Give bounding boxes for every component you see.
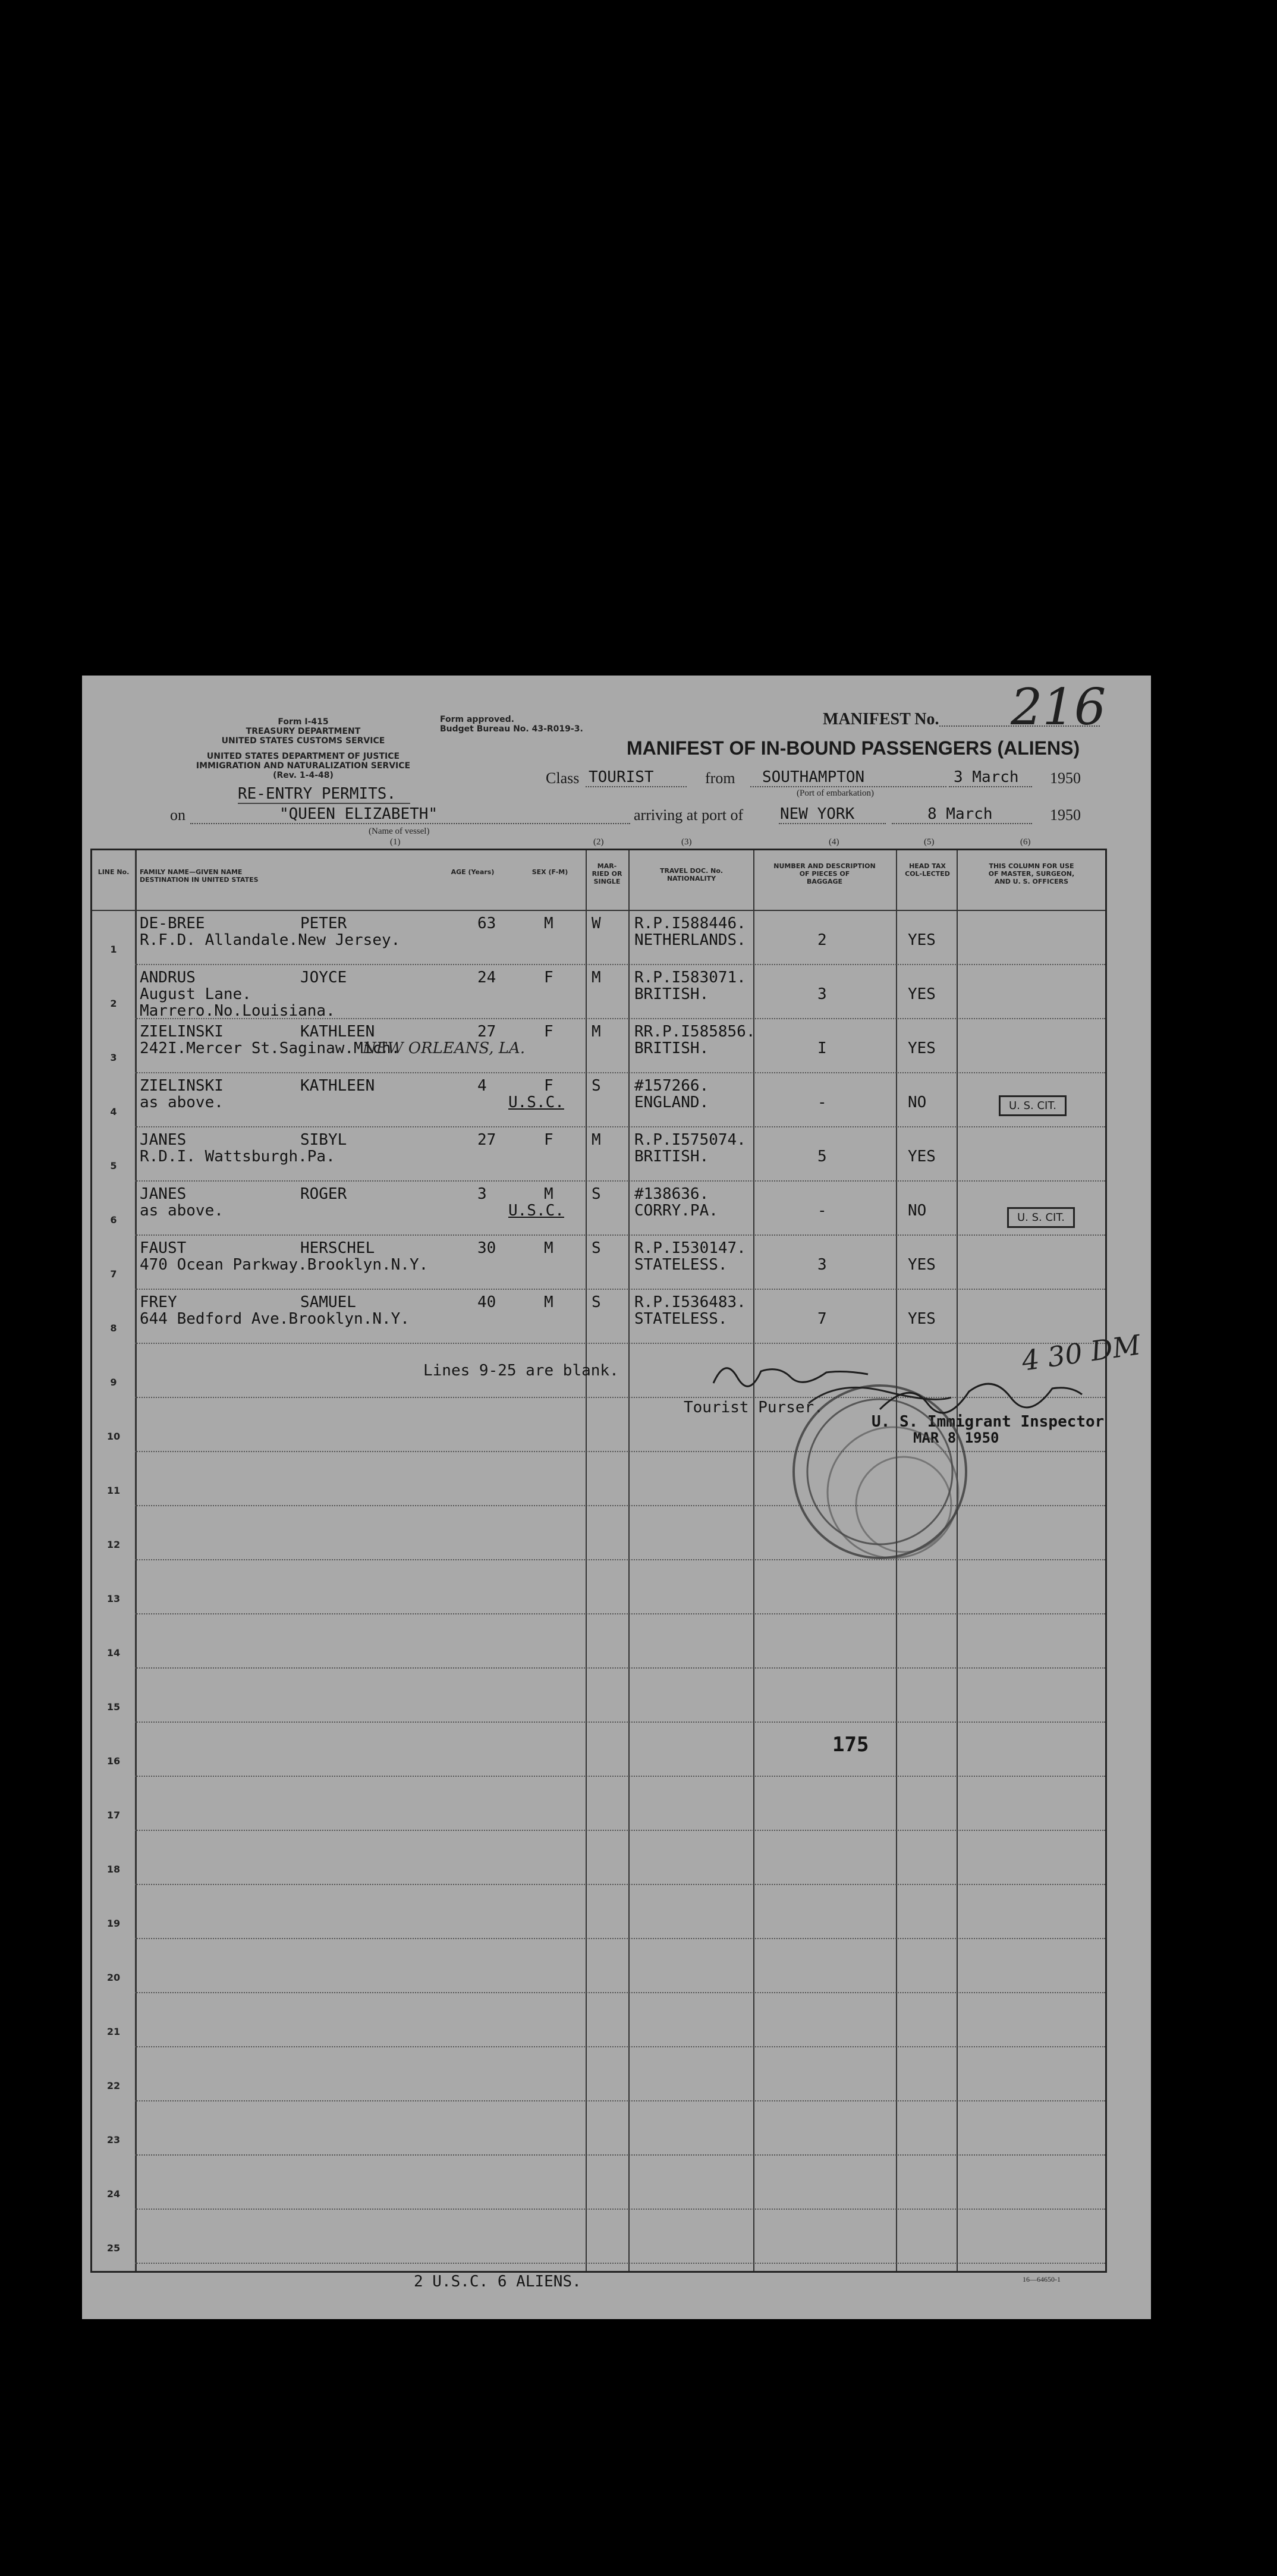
reentry-permits: RE-ENTRY PERMITS. — [238, 785, 397, 803]
arriving-label: arriving at port of — [634, 806, 744, 824]
passenger-usc: U.S.C. — [508, 1202, 564, 1220]
manifest-title: MANIFEST OF IN-BOUND PASSENGERS (ALIENS) — [627, 737, 1080, 759]
passenger-baggage: - — [817, 1202, 827, 1220]
margin-note: 4 30 DM — [1020, 1328, 1143, 1377]
col-header-travel: TRAVEL DOC. No. NATIONALITY — [659, 867, 724, 882]
passenger-given: JOYCE — [300, 969, 347, 987]
totals-line: 2 U.S.C. 6 ALIENS. — [414, 2273, 581, 2291]
passenger-baggage: 3 — [817, 1256, 827, 1274]
passenger-age: 4 — [477, 1077, 487, 1095]
row-number: 4 — [110, 1106, 117, 1117]
row-divider — [135, 2263, 1105, 2264]
passenger-doc: R.P.I588446. — [634, 915, 746, 932]
form-revision: (Rev. 1-4-48) — [273, 771, 334, 780]
manifest-number-label: MANIFEST No. — [823, 710, 939, 728]
row-divider — [135, 1234, 1105, 1236]
reentry-underline — [238, 803, 410, 804]
blank-lines-note: Lines 9-25 are blank. — [423, 1362, 619, 1380]
col-header-name: FAMILY NAME—GIVEN NAME DESTINATION IN UNITED STATES — [140, 868, 259, 884]
passenger-sex: M — [544, 915, 553, 932]
col-header-sex: SEX (F-M) — [531, 868, 568, 876]
passenger-given: SIBYL — [300, 1131, 347, 1149]
passenger-family: JANES — [140, 1131, 187, 1149]
passenger-doc: R.P.I575074. — [634, 1131, 746, 1149]
passenger-dest1: 470 Ocean Parkway.Brooklyn.N.Y. — [140, 1256, 429, 1274]
passenger-sex: F — [544, 1131, 553, 1149]
passenger-age: 40 — [477, 1293, 496, 1311]
footer-code: 16—64650-1 — [1023, 2275, 1061, 2283]
vessel-name: "QUEEN ELIZABETH" — [279, 805, 438, 823]
passenger-given: PETER — [300, 915, 347, 932]
inspector-signature — [874, 1368, 1088, 1421]
passenger-nationality: CORRY.PA. — [634, 1202, 718, 1220]
row-number: 18 — [106, 1864, 121, 1875]
row-number: 13 — [106, 1593, 121, 1604]
passenger-doc: R.P.I530147. — [634, 1239, 746, 1257]
passenger-age: 27 — [477, 1131, 496, 1149]
col-header-age: AGE (Years) — [451, 868, 495, 876]
row-divider — [135, 1072, 1105, 1073]
row-number: 17 — [106, 1810, 121, 1821]
passenger-tax: YES — [908, 1256, 936, 1274]
row-number: 12 — [106, 1539, 121, 1550]
row-divider — [135, 1613, 1105, 1614]
passenger-doc: R.P.I583071. — [634, 969, 746, 987]
row-number: 15 — [106, 1701, 121, 1713]
passenger-baggage: I — [817, 1039, 827, 1057]
passenger-sex: M — [544, 1185, 553, 1203]
passenger-marital: S — [592, 1185, 601, 1203]
row-number: 6 — [110, 1214, 117, 1226]
passenger-nationality: BRITISH. — [634, 985, 709, 1003]
passenger-nationality: ENGLAND. — [634, 1094, 709, 1111]
passenger-baggage: 7 — [817, 1310, 827, 1328]
row-number: 20 — [106, 1972, 121, 1983]
passenger-dest1: R.F.D. Allandale.New Jersey. — [140, 931, 401, 949]
inspector-title: U. S. Immigrant Inspector — [872, 1413, 1105, 1431]
passenger-nationality: NETHERLANDS. — [634, 931, 746, 949]
passenger-marital: S — [592, 1077, 601, 1095]
passenger-family: JANES — [140, 1185, 187, 1203]
passenger-marital: W — [592, 915, 601, 932]
passenger-dest1: August Lane. — [140, 985, 251, 1003]
passenger-tax: YES — [908, 931, 936, 949]
row-divider — [135, 2100, 1105, 2101]
passenger-age: 63 — [477, 915, 496, 932]
passenger-nationality: STATELESS. — [634, 1310, 728, 1328]
row-divider — [135, 1830, 1105, 1831]
passenger-given: ROGER — [300, 1185, 347, 1203]
passenger-age: 27 — [477, 1023, 496, 1041]
row-divider — [135, 2209, 1105, 2210]
stamp-date: MAR 8 1950 — [913, 1430, 999, 1446]
class-underline — [586, 786, 687, 787]
passenger-doc: R.P.I536483. — [634, 1293, 746, 1311]
departure-date: 3 March — [954, 768, 1019, 786]
passenger-baggage: 3 — [817, 985, 827, 1003]
col-num-2: (2) — [593, 837, 604, 847]
passenger-baggage: 2 — [817, 931, 827, 949]
row-number: 24 — [106, 2188, 121, 2200]
treasury-dept: TREASURY DEPARTMENT — [246, 727, 361, 736]
passenger-family: ANDRUS — [140, 969, 196, 987]
customs-service: UNITED STATES CUSTOMS SERVICE — [221, 736, 385, 746]
passenger-sex: F — [544, 1023, 553, 1041]
passenger-marital: M — [592, 969, 601, 987]
form-agency-block — [172, 717, 434, 780]
col-num-6: (6) — [1020, 837, 1031, 847]
passenger-family: FAUST — [140, 1239, 187, 1257]
departure-year: 1950 — [1050, 769, 1081, 787]
passenger-family: FREY — [140, 1293, 177, 1311]
col-header-officers: THIS COLUMN FOR USE OF MASTER, SURGEON, AND U. S. OFFICERS — [988, 862, 1075, 885]
row-number: 21 — [106, 2026, 121, 2037]
col-header-baggage: NUMBER AND DESCRIPTION OF PIECES OF BAGGAGE — [773, 862, 876, 885]
arrival-date: 8 March — [927, 805, 993, 823]
passenger-nationality: BRITISH. — [634, 1148, 709, 1166]
col-num-3: (3) — [681, 837, 692, 847]
passenger-family: DE-BREE — [140, 915, 205, 932]
us-cit-stamp-2: U. S. CIT. — [1007, 1207, 1075, 1228]
col-num-5: (5) — [924, 837, 935, 847]
row-divider — [135, 1667, 1105, 1669]
row-number: 19 — [106, 1918, 121, 1929]
row-divider — [135, 1343, 1105, 1344]
row-number: 1 — [110, 944, 117, 955]
purser-title: Tourist Purser. — [684, 1399, 823, 1416]
row-divider — [135, 1992, 1105, 1993]
passenger-marital: S — [592, 1293, 601, 1311]
row-number: 11 — [106, 1485, 121, 1496]
passenger-given: KATHLEEN — [300, 1023, 375, 1041]
col-num-4: (4) — [829, 837, 839, 847]
passenger-sex: F — [544, 969, 553, 987]
passenger-given: HERSCHEL — [300, 1239, 375, 1257]
passenger-marital: S — [592, 1239, 601, 1257]
class-label: Class — [546, 769, 580, 787]
vessel-caption: (Name of vessel) — [369, 827, 430, 836]
passenger-tax: NO — [908, 1202, 927, 1220]
form-approved: Form approved. — [440, 715, 514, 724]
col-num-1: (1) — [390, 837, 401, 847]
class-value: TOURIST — [589, 768, 654, 786]
passenger-tax: NO — [908, 1094, 927, 1111]
row-number: 16 — [106, 1755, 121, 1767]
row-number: 10 — [106, 1431, 121, 1442]
passenger-sex: F — [544, 1077, 553, 1095]
passenger-dest1: 242I.Mercer St.Saginaw.Mich. — [140, 1039, 401, 1057]
passenger-baggage: - — [817, 1094, 827, 1111]
passenger-tax: YES — [908, 1310, 936, 1328]
date2-underline — [892, 823, 1032, 824]
passenger-age: 3 — [477, 1185, 487, 1203]
col-header-headtax: HEAD TAX COL-LECTED — [905, 862, 950, 878]
passenger-doc: #138636. — [634, 1185, 709, 1203]
port-embarkation-caption: (Port of embarkation) — [797, 788, 874, 798]
passenger-sex: M — [544, 1239, 553, 1257]
arrival-year: 1950 — [1050, 806, 1081, 824]
row-divider — [135, 2154, 1105, 2156]
budget-bureau: Budget Bureau No. 43-R019-3. — [440, 724, 583, 734]
row-number: 9 — [110, 1377, 117, 1388]
new-orleans-annotation: NEW ORLEANS, LA. — [363, 1039, 526, 1057]
row-number: 2 — [110, 998, 117, 1009]
row-number: 23 — [106, 2134, 121, 2145]
row-divider — [135, 1180, 1105, 1182]
form-approval — [440, 715, 583, 734]
passenger-given: SAMUEL — [300, 1293, 356, 1311]
passenger-marital: M — [592, 1023, 601, 1041]
passenger-given: KATHLEEN — [300, 1077, 375, 1095]
row-number: 3 — [110, 1052, 117, 1063]
passenger-dest2: Marrero.No.Louisiana. — [140, 1002, 335, 1020]
row-divider — [135, 1776, 1105, 1777]
row-divider — [135, 1126, 1105, 1127]
justice-dept: UNITED STATES DEPARTMENT OF JUSTICE — [206, 752, 400, 761]
row-number: 14 — [106, 1647, 121, 1658]
passenger-usc: U.S.C. — [508, 1094, 564, 1111]
row-divider — [135, 1721, 1105, 1723]
arrival-port: NEW YORK — [780, 805, 855, 823]
col-header-marital: MAR-RIED OR SINGLE — [592, 862, 622, 885]
passenger-doc: RR.P.I585856. — [634, 1023, 756, 1041]
row-number: 25 — [106, 2242, 121, 2254]
passenger-family: ZIELINSKI — [140, 1023, 224, 1041]
from-value: SOUTHAMPTON — [762, 768, 865, 786]
manifest-number: 216 — [1011, 678, 1106, 736]
date1-underline — [949, 786, 1032, 787]
ins-service: IMMIGRATION AND NATURALIZATION SERVICE — [196, 761, 411, 771]
row-divider — [135, 1938, 1105, 1939]
row-divider — [135, 1884, 1105, 1885]
row-number: 8 — [110, 1322, 117, 1334]
passenger-dest1: R.D.I. Wattsburgh.Pa. — [140, 1148, 335, 1166]
on-label: on — [170, 806, 185, 824]
passenger-doc: #157266. — [634, 1077, 709, 1095]
passenger-dest1: as above. — [140, 1202, 224, 1220]
passenger-nationality: STATELESS. — [634, 1256, 728, 1274]
form-number: Form I-415 — [278, 717, 329, 727]
col-header-line: LINE No. — [97, 868, 130, 876]
passenger-dest1: as above. — [140, 1094, 224, 1111]
row-number: 22 — [106, 2080, 121, 2091]
passenger-tax: YES — [908, 985, 936, 1003]
from-label: from — [705, 769, 735, 787]
row-divider — [135, 2046, 1105, 2047]
passenger-marital: M — [592, 1131, 601, 1149]
passenger-sex: M — [544, 1293, 553, 1311]
stamp-number: 175 — [832, 1733, 869, 1757]
row-divider — [135, 1289, 1105, 1290]
row-divider — [135, 964, 1105, 965]
passenger-dest1: 644 Bedford Ave.Brooklyn.N.Y. — [140, 1310, 410, 1328]
passenger-age: 30 — [477, 1239, 496, 1257]
arrival-underline — [779, 823, 886, 824]
us-cit-stamp-1: U. S. CIT. — [999, 1095, 1067, 1116]
row-number: 5 — [110, 1160, 117, 1171]
from-underline — [750, 786, 946, 787]
row-number: 7 — [110, 1268, 117, 1280]
passenger-nationality: BRITISH. — [634, 1039, 709, 1057]
passenger-family: ZIELINSKI — [140, 1077, 224, 1095]
vessel-underline — [190, 823, 630, 824]
passenger-tax: YES — [908, 1039, 936, 1057]
passenger-tax: YES — [908, 1148, 936, 1166]
purser-signature — [707, 1353, 874, 1395]
passenger-age: 24 — [477, 969, 496, 987]
passenger-baggage: 5 — [817, 1148, 827, 1166]
